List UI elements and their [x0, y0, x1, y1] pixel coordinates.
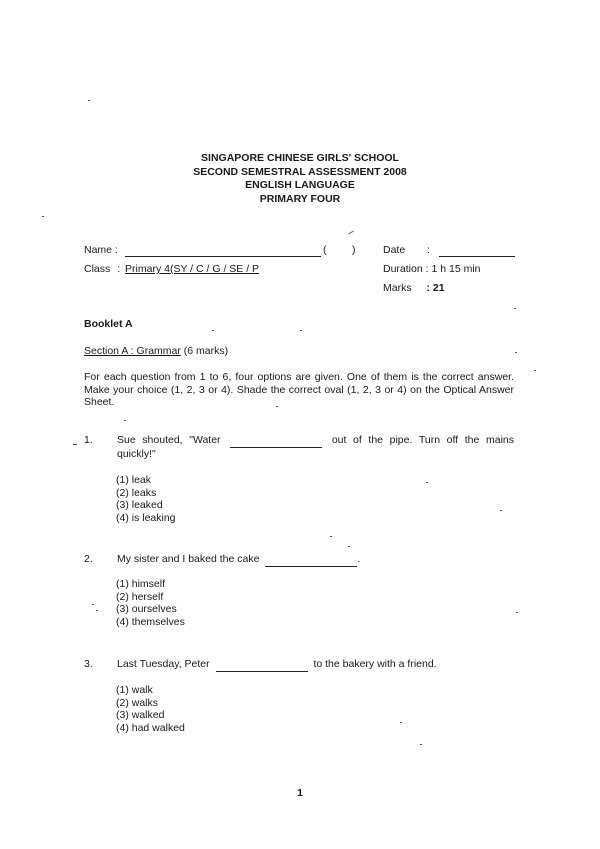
scan-speck [212, 330, 214, 331]
question-1-blank [230, 434, 322, 448]
scan-speck [42, 216, 44, 217]
exam-title: SECOND SEMESTRAL ASSESSMENT 2008 [193, 165, 407, 178]
date-row [427, 244, 515, 257]
question-3-number: 3. [84, 658, 93, 670]
scan-speck [426, 482, 428, 483]
page-number: 1 [297, 787, 303, 799]
question-1-options [116, 474, 176, 524]
scan-speck [330, 536, 332, 537]
class-value: Primary 4(SY / C / G / SE / P [125, 263, 260, 275]
question-3-option-4: (4) had walked [116, 721, 185, 734]
duration-label: Duration [383, 263, 423, 275]
question-1-option-1: (1) leak [116, 474, 152, 486]
scan-speck [300, 330, 302, 331]
date-colon: : [427, 244, 430, 256]
scan-speck [515, 352, 517, 353]
booklet-label: Booklet A [84, 318, 133, 330]
scan-speck [96, 610, 98, 611]
section-marks: (6 marks) [183, 345, 229, 357]
question-1-before: Sue shouted, "Water [117, 434, 221, 446]
scan-speck [276, 406, 278, 407]
exam-header [0, 152, 600, 206]
question-1-option-4: (4) is leaking [116, 511, 176, 524]
question-2-before: My sister and I baked the cake [117, 553, 260, 565]
date-label: Date [383, 244, 406, 256]
class-colon: : [117, 263, 121, 275]
subject-title: ENGLISH LANGUAGE [245, 179, 355, 191]
question-3-before: Last Tuesday, Peter [117, 658, 210, 670]
question-3-stem [117, 658, 514, 672]
scan-speck [400, 722, 402, 723]
scan-speck [420, 744, 422, 745]
question-3-option-2: (2) walks [116, 696, 159, 709]
scan-speck [348, 546, 350, 547]
duration-row [383, 263, 481, 275]
question-2-stem [117, 553, 514, 567]
question-2-after: . [357, 553, 361, 565]
question-2-option-2: (2) herself [116, 590, 164, 603]
class-row [84, 263, 259, 275]
question-1-stem [117, 434, 514, 460]
question-2-option-3: (3) ourselves [116, 603, 177, 615]
question-3-after: to the bakery with a friend. [313, 658, 437, 670]
class-label: Class [84, 263, 111, 275]
name-label: Name : [84, 244, 118, 256]
index-paren-open: ( [323, 244, 327, 256]
question-1-option-3: (3) leaked [116, 499, 163, 511]
scan-speck [73, 444, 77, 445]
scan-speck [124, 420, 126, 421]
question-3-options [116, 684, 185, 734]
scan-speck [92, 604, 94, 605]
scan-speck [500, 510, 502, 511]
scan-speck [514, 308, 516, 309]
question-1-option-2: (2) leaks [116, 486, 157, 499]
scan-speck [534, 370, 536, 371]
question-1-after: out of the pipe. Turn off the mains quickly!" [117, 434, 514, 460]
question-3-blank [216, 658, 308, 672]
section-title: Section A : Grammar [84, 345, 181, 357]
marks-label: Marks [383, 282, 412, 294]
question-1-number: 1. [84, 434, 93, 446]
marks-value: : 21 [426, 282, 445, 294]
section-heading [84, 345, 228, 357]
name-row [84, 244, 321, 257]
question-2-blank [265, 553, 357, 567]
instructions: For each question from 1 to 6, four options are given. One of them is the correct answer. Make your choice (1, 2, 3 or 4). Shade the correct oval (1, 2, 3 or 4) on the Optical Answer Sheet. [84, 371, 514, 408]
date-blank [439, 244, 515, 257]
question-2-option-4: (4) themselves [116, 615, 185, 628]
question-2-option-1: (1) himself [116, 578, 166, 590]
scan-speck [516, 612, 518, 613]
duration-value: : 1 h 15 min [425, 263, 481, 275]
question-2-number: 2. [84, 553, 93, 565]
level-title: PRIMARY FOUR [259, 192, 341, 205]
question-2-options [116, 578, 185, 628]
question-3-option-3: (3) walked [116, 709, 165, 721]
school-name: SINGAPORE CHINESE GIRLS' SCHOOL [201, 152, 399, 164]
question-3-option-1: (1) walk [116, 684, 153, 696]
scan-speck [348, 231, 354, 235]
scan-speck [88, 100, 90, 101]
name-blank [125, 244, 321, 257]
index-paren-close: ) [352, 244, 356, 256]
marks-row [383, 282, 445, 294]
